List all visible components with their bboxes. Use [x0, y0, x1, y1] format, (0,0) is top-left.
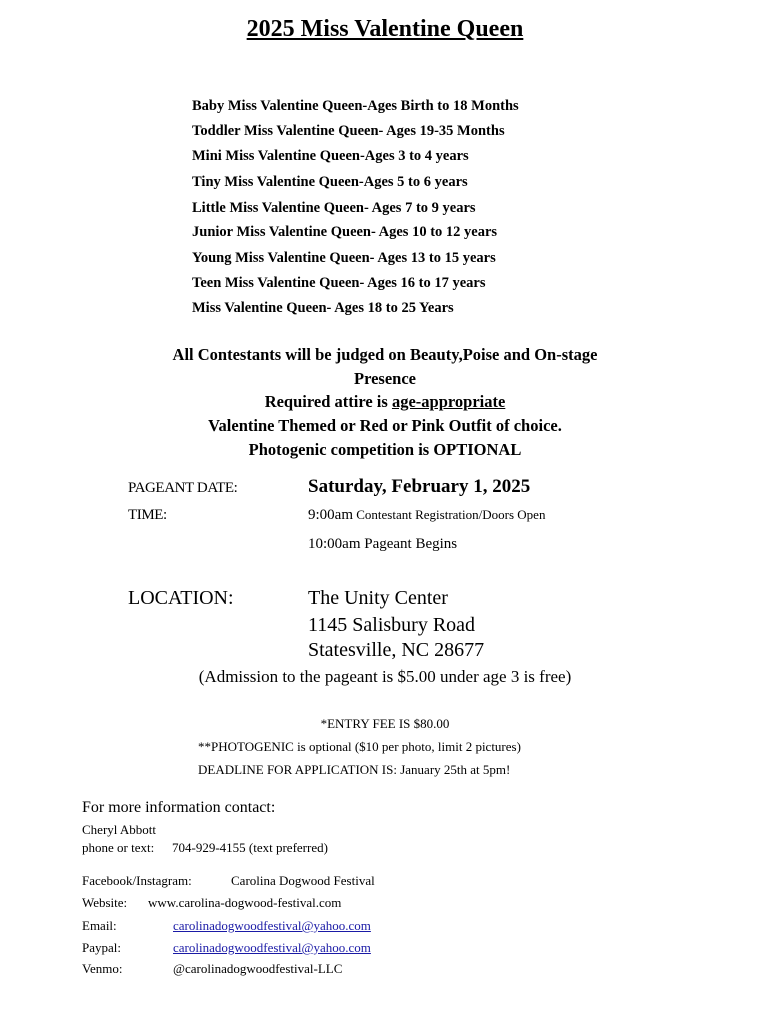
email-label: Email:	[82, 918, 117, 933]
admission-note: (Admission to the pageant is $5.00 under age 3 is free)	[198, 667, 572, 686]
contact-heading: For more information contact:	[82, 799, 276, 816]
location-street: 1145 Salisbury Road	[308, 614, 476, 636]
judging-line-4: Valentine Themed or Red or Pink Outfit of choice.	[208, 416, 562, 435]
date-value: Saturday, February 1, 2025	[308, 476, 531, 497]
category-baby: Baby Miss Valentine Queen-Ages Birth to 18 Months	[192, 98, 519, 114]
date-label: PAGEANT DATE:	[128, 480, 238, 496]
category-mini: Mini Miss Valentine Queen-Ages 3 to 4 years	[192, 148, 469, 164]
website-label: Website:	[82, 895, 128, 910]
attire-emphasis: age-appropriate	[391, 392, 506, 411]
paypal-label: Paypal:	[82, 940, 121, 955]
website-link[interactable]: www.carolina-dogwood-festival.com	[148, 895, 342, 910]
time-registration-desc: Contestant Registration/Doors Open	[353, 507, 546, 522]
category-toddler: Toddler Miss Valentine Queen- Ages 19-35 Months	[192, 123, 505, 139]
category-little: Little Miss Valentine Queen- Ages 7 to 9 years	[192, 200, 476, 216]
contact-name: Cheryl Abbott	[82, 822, 157, 837]
location-city: Statesville, NC 28677	[308, 639, 485, 661]
category-young: Young Miss Valentine Queen- Ages 13 to 15 years	[192, 250, 496, 266]
location-label: LOCATION:	[128, 587, 234, 609]
entry-fee: *ENTRY FEE IS $80.00	[320, 716, 450, 731]
page-title: 2025 Miss Valentine Queen	[246, 16, 524, 42]
judging-line-5: Photogenic competition is OPTIONAL	[248, 440, 522, 459]
venmo-label: Venmo:	[82, 961, 123, 976]
judging-line-1: All Contestants will be judged on Beauty,Poise and On-stage	[172, 345, 598, 364]
attire-prefix: Required attire is	[264, 392, 392, 411]
category-miss: Miss Valentine Queen- Ages 18 to 25 Years	[192, 300, 454, 316]
social-value: Carolina Dogwood Festival	[231, 873, 375, 888]
email-link[interactable]: carolinadogwoodfestival@yahoo.com	[173, 918, 371, 933]
photogenic-fee: **PHOTOGENIC is optional ($10 per photo, limit 2 pictures)	[198, 739, 521, 754]
contact-phone-label: phone or text:	[82, 840, 155, 855]
category-junior: Junior Miss Valentine Queen- Ages 10 to 12 years	[192, 224, 498, 240]
venmo-value: @carolinadogwoodfestival-LLC	[173, 961, 343, 976]
time-registration	[308, 507, 545, 524]
application-deadline: DEADLINE FOR APPLICATION IS: January 25th at 5pm!	[198, 762, 511, 777]
category-tiny: Tiny Miss Valentine Queen-Ages 5 to 6 years	[192, 174, 468, 190]
attire-line	[0, 392, 770, 412]
judging-line-2: Presence	[354, 369, 416, 388]
location-venue: The Unity Center	[308, 587, 448, 609]
category-teen: Teen Miss Valentine Queen- Ages 16 to 17 years	[192, 275, 486, 291]
time-registration-hour: 9:00am	[308, 507, 353, 523]
contact-phone: 704-929-4155 (text preferred)	[172, 840, 328, 855]
time-pageant: 10:00am Pageant Begins	[308, 536, 458, 552]
social-label: Facebook/Instagram:	[82, 873, 192, 888]
time-label: TIME:	[128, 507, 167, 523]
paypal-link[interactable]: carolinadogwoodfestival@yahoo.com	[173, 940, 371, 955]
